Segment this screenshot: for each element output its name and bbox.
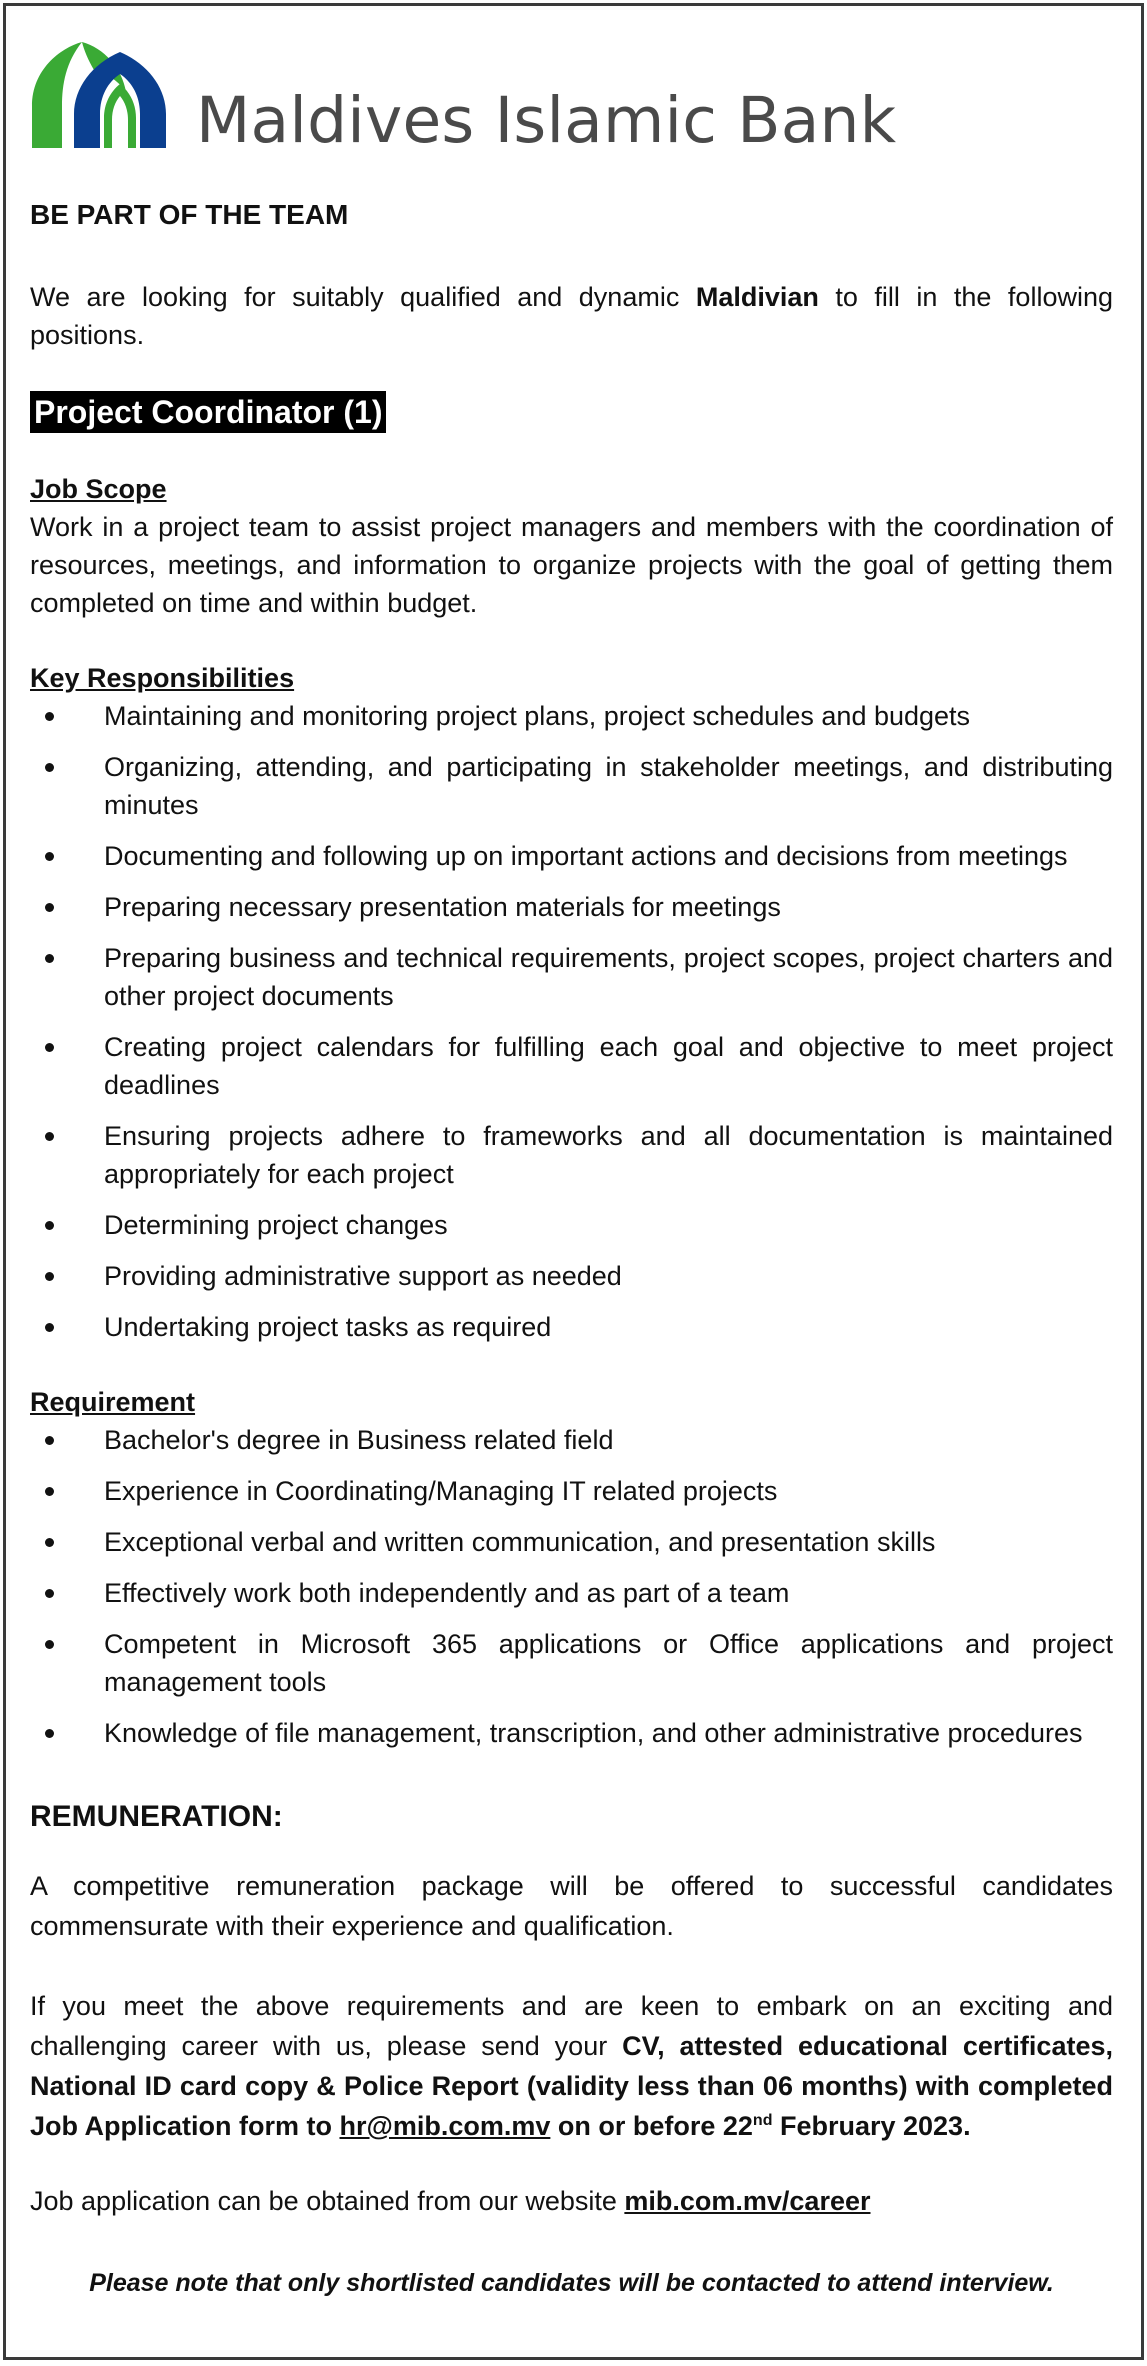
website-line: Job application can be obtained from our website mib.com.mv/career: [30, 2186, 871, 2216]
list-item: Competent in Microsoft 365 applications or Office applications and project management tools: [30, 1625, 1113, 1701]
bank-logo: [30, 34, 1113, 157]
list-item: Documenting and following up on important actions and decisions from meetings: [30, 837, 1113, 875]
remuneration-text: A competitive remuneration package will be offered to successful candidates commensurate with their experience and qualification.: [30, 1871, 1113, 1941]
list-item: Ensuring projects adhere to frameworks and all documentation is maintained appropriately for each project: [30, 1117, 1113, 1193]
list-item: Organizing, attending, and participating in stakeholder meetings, and distributing minutes: [30, 748, 1113, 824]
intro-paragraph: We are looking for suitably qualified and dynamic Maldivian to fill in the following positions.: [30, 282, 1113, 350]
list-item: Determining project changes: [30, 1206, 1113, 1244]
requirements-list: [30, 1421, 1113, 1752]
job-scope-text: Work in a project team to assist project managers and members with the coordination of resources, meetings, and information to organize projects with the goal of getting them completed on time and within budget.: [30, 512, 1113, 618]
list-item: Undertaking project tasks as required: [30, 1308, 1113, 1346]
remuneration-heading: REMUNERATION:: [30, 1800, 283, 1833]
list-item: Creating project calendars for fulfilling each goal and objective to meet project deadlines: [30, 1028, 1113, 1104]
list-item: Bachelor's degree in Business related field: [30, 1421, 1113, 1459]
list-item: Exceptional verbal and written communication, and presentation skills: [30, 1523, 1113, 1561]
list-item: Experience in Coordinating/Managing IT related projects: [30, 1472, 1113, 1510]
list-item: Knowledge of file management, transcription, and other administrative procedures: [30, 1714, 1113, 1752]
tagline: BE PART OF THE TEAM: [30, 199, 349, 230]
job-scope-heading: Job Scope: [30, 474, 167, 504]
requirements-heading: Requirement: [30, 1387, 196, 1417]
responsibilities-list: [30, 697, 1113, 1346]
position-title: Project Coordinator (1): [30, 391, 386, 433]
application-instructions: If you meet the above requirements and are keen to embark on an exciting and challenging career with us, please send your CV, attested educational certificates, National ID card copy & Police Report (validity less than 06 months) with completed Job Application form to hr@mib.com.mv on or before 22nd February 2023.: [30, 1991, 1113, 2141]
career-website-link[interactable]: mib.com.mv/career: [624, 2186, 871, 2216]
hr-email-link[interactable]: hr@mib.com.mv: [339, 2111, 551, 2141]
list-item: Maintaining and monitoring project plans, project schedules and budgets: [30, 697, 1113, 735]
responsibilities-heading: Key Responsibilities: [30, 663, 295, 693]
job-advert-page: [3, 3, 1144, 2360]
list-item: Preparing necessary presentation materials for meetings: [30, 888, 1113, 926]
nationality-emphasis: Maldivian: [695, 282, 819, 312]
shortlist-note: Please note that only shortlisted candidates will be contacted to attend interview.: [89, 2269, 1054, 2297]
list-item: Preparing business and technical requirements, project scopes, project charters and other project documents: [30, 939, 1113, 1015]
list-item: Effectively work both independently and as part of a team: [30, 1574, 1113, 1612]
list-item: Providing administrative support as needed: [30, 1257, 1113, 1295]
mib-arch-logo-icon: [30, 40, 182, 152]
bank-name: Maldives Islamic Bank: [196, 84, 897, 157]
